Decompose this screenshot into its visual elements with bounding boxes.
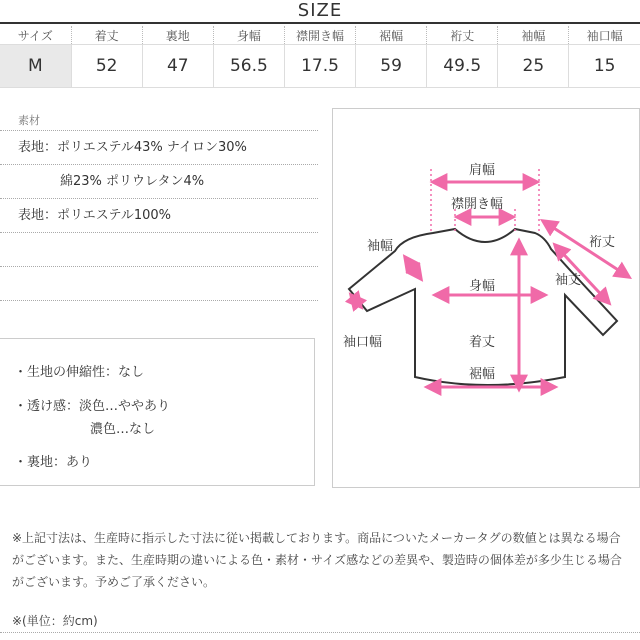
page-title: SIZE [297,0,343,21]
header-sodehaba: 袖幅 [498,26,569,45]
cell-lining: 47 [142,45,213,88]
header-eriaki: 襟開き幅 [284,26,355,45]
material-line: 表地：ポリエステル100% [0,199,318,233]
label-yukitake: 裄丈 [589,235,616,250]
bottom-divider [0,632,640,633]
material-empty-line [0,233,318,267]
cell-kitake: 52 [71,45,142,88]
size-table-row-m [0,45,640,88]
header-sodeguchi: 袖口幅 [586,28,623,43]
garment-diagram [332,108,640,488]
sheer-dark-property: 濃色…なし [90,422,156,437]
header-lining: 裏地 [142,26,213,45]
cell-eriaki: 17.5 [284,45,355,88]
size-table [0,26,640,88]
label-katahaba: 肩幅 [469,163,496,178]
title-divider [0,22,640,24]
label-kitake: 着丈 [469,335,496,350]
material-line: 表地：ポリエステル43% ナイロン30% [0,131,318,165]
disclaimer-note: ※上記寸法は、生産時に指示した寸法に従い掲載しております。商品についたメーカータグの数値とは異なる場合がございます。また、生産時期の違いによる色・素材・サイズ感などの差異や、製造時の個体差が多少生じる場合がございます。予めご了承ください。 [12,531,622,589]
header-size: サイズ [0,26,71,45]
header-yukitake: 裄丈 [427,26,498,45]
label-mihaba: 身幅 [469,279,496,294]
cell-sodeguchi: 15 [569,45,640,88]
label-susohaba: 裾幅 [469,367,496,382]
label-sodehaba: 袖幅 [367,239,394,254]
unit-note: ※(単位：約cm) [12,614,98,628]
cell-yukitake: 49.5 [427,45,498,88]
material-label: 素材 [0,112,318,131]
cell-size: M [0,45,71,88]
cell-mihaba: 56.5 [213,45,284,88]
label-sodetake: 袖丈 [555,273,582,288]
material-section [0,112,318,301]
stretch-property: ・生地の伸縮性：なし [14,365,145,380]
sheer-property: ・透け感：淡色…ややあり [14,399,171,414]
header-kitake: 着丈 [71,26,142,45]
header-susohaba: 裾幅 [356,26,427,45]
cell-sodehaba: 25 [498,45,569,88]
fabric-properties-box [0,338,315,486]
material-line: 綿23% ポリウレタン4% [0,165,318,199]
label-sodeguchi: 袖口幅 [343,335,383,350]
header-mihaba: 身幅 [213,26,284,45]
lining-property: ・裏地：あり [14,455,93,470]
size-table-header-row [0,26,640,45]
label-eriaki: 襟開き幅 [451,197,504,212]
material-empty-line [0,267,318,301]
cell-susohaba: 59 [356,45,427,88]
